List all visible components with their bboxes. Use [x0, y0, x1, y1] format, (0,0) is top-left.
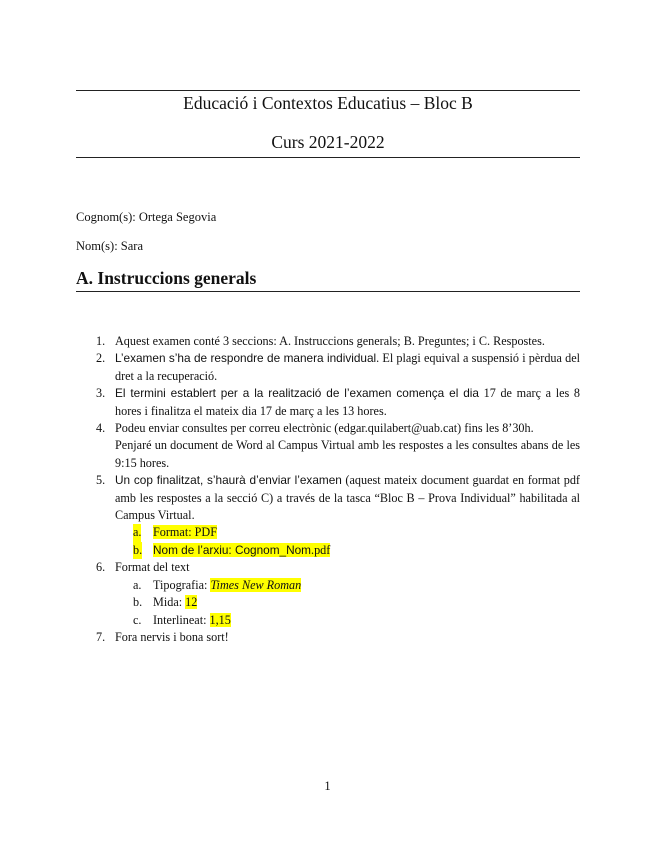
- item-text: Fora nervis i bona sort!: [115, 629, 229, 644]
- sub-item-label: Tipografia:: [153, 577, 211, 592]
- item-lead-text: Un cop finalitzat, s’haurà d’enviar l’examen: [115, 473, 342, 488]
- item-text: (aquest mateix document guardat en format pdf amb les respostes a la secció C) a través de la tasca “Bloc B – Prova Individual” habilitada al Campus Virtual.: [115, 473, 580, 523]
- item-number: 2.: [96, 351, 106, 366]
- list-item: [76, 385, 580, 420]
- header-bottom-rule: [76, 157, 580, 158]
- sub-item-value: 1,15: [209, 612, 231, 627]
- sub-list-item: [115, 612, 580, 629]
- item-number: 3.: [96, 386, 106, 401]
- item-number: 4.: [96, 421, 106, 436]
- item-number: 1.: [96, 334, 106, 348]
- item-number: 7.: [96, 629, 106, 644]
- instructions-list: [76, 333, 580, 646]
- surname-field: Cognom(s): Ortega Segovia: [76, 210, 217, 224]
- name-field: Nom(s): Sara: [76, 239, 143, 253]
- list-item: [76, 420, 580, 472]
- item-lead-text: El termini establert per a la realització de l’examen comença el dia: [115, 386, 479, 401]
- sub-item-text: Format: PDF: [153, 525, 217, 540]
- document-title: Educació i Contextos Educatius – Bloc B: [183, 93, 473, 113]
- sub-item-letter: c.: [133, 612, 142, 627]
- sub-list: [115, 524, 580, 559]
- item-text: Format del text: [115, 560, 190, 575]
- sub-item-letter: b.: [133, 542, 142, 559]
- item-text: . El plagi equival a suspensió i pèrdua del dret a la recuperació.: [115, 351, 580, 383]
- sub-item-letter: a.: [133, 577, 142, 592]
- item-lead-text: L’examen s’ha de respondre de manera individual: [115, 351, 377, 366]
- sub-list-item: [115, 524, 580, 541]
- list-item: [76, 333, 580, 350]
- sub-list: [115, 577, 580, 629]
- list-item: [76, 472, 580, 559]
- sub-item-letter: a.: [133, 524, 141, 541]
- item-text: Aquest examen conté 3 seccions: A. Instruccions generals; B. Preguntes; i C. Respostes.: [115, 334, 545, 348]
- item-number: 6.: [96, 560, 106, 575]
- list-item: [76, 629, 580, 646]
- list-item: [76, 350, 580, 385]
- item-text: Podeu enviar consultes per correu electrònic (edgar.quilabert@uab.cat) fins les 8’30h.: [115, 421, 534, 436]
- item-number: 5.: [96, 473, 106, 488]
- course-year: Curs 2021-2022: [271, 132, 385, 152]
- page-number: 1: [324, 779, 331, 793]
- sub-item-letter: b.: [133, 595, 143, 610]
- sub-item-label: Mida:: [153, 595, 186, 610]
- sub-list-item: [115, 594, 580, 611]
- section-a-heading: A. Instruccions generals: [76, 268, 257, 288]
- header-top-rule: [76, 90, 580, 91]
- filename-extension: .pdf: [311, 542, 331, 557]
- section-a-rule: [76, 291, 580, 292]
- sub-list-item: [115, 542, 580, 559]
- item-text: 17 de març a les 8 hores i finalitza el mateix dia 17 de març a les 13 hores.: [115, 386, 580, 418]
- sub-item-label: Interlineat:: [153, 612, 210, 627]
- item-text: Penjaré un document de Word al Campus Virtual amb les respostes a les consultes abans de les 9:15 hores.: [115, 438, 580, 470]
- filename-pattern: Nom de l’arxiu: Cognom_Nom: [153, 542, 312, 557]
- list-item: [76, 559, 580, 629]
- sub-item-value: 12: [185, 595, 198, 610]
- sub-item-value: Times New Roman: [210, 577, 302, 592]
- sub-list-item: [115, 577, 580, 594]
